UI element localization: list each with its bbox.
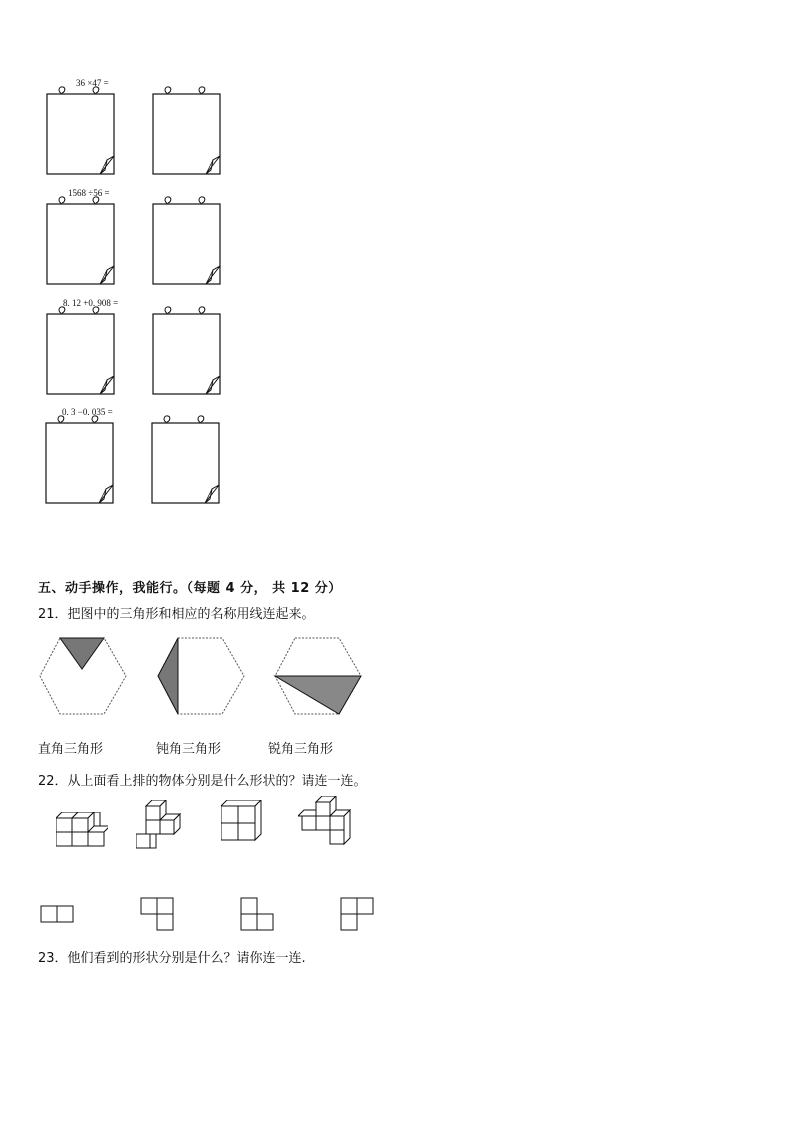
calc-pad-1a xyxy=(45,86,117,178)
cube-figure-4 xyxy=(298,796,358,850)
cube-figure-2 xyxy=(136,800,188,854)
top-view-shape-4 xyxy=(340,897,378,939)
calc-pad-3a xyxy=(45,306,117,398)
calc-pad-3b xyxy=(151,306,223,398)
calc-pad-2a xyxy=(45,196,117,288)
hexagon-right-triangle-figure xyxy=(38,636,128,720)
cube-figure-3 xyxy=(221,800,269,852)
cube-figure-1 xyxy=(56,812,108,852)
label-acute-triangle: 锐角三角形 xyxy=(268,742,334,757)
top-view-shape-2 xyxy=(140,897,176,939)
hexagon-acute-triangle-figure xyxy=(273,636,363,720)
question-23: 23．他们看到的形状分别是什么？请你连一连. xyxy=(38,951,306,966)
label-obtuse-triangle: 钝角三角形 xyxy=(156,742,222,757)
calc-pad-4a xyxy=(44,415,116,507)
calc-pad-1b xyxy=(151,86,223,178)
question-22: 22．从上面看上排的物体分别是什么形状的？请连一连。 xyxy=(38,774,367,789)
hexagon-obtuse-triangle-figure xyxy=(156,636,246,720)
section-5-title: 五、动手操作，我能行。（每题 4 分， 共 12 分） xyxy=(38,581,342,596)
calc-expr-4: 0. 3 −0. 035 = xyxy=(62,407,113,417)
calc-expr-3: 8. 12 +0. 908 = xyxy=(63,298,119,308)
calc-pad-4b xyxy=(150,415,222,507)
calc-pad-2b xyxy=(151,196,223,288)
label-right-triangle: 直角三角形 xyxy=(38,742,104,757)
top-view-shape-3 xyxy=(240,897,278,939)
top-view-shape-1 xyxy=(40,905,76,929)
calc-expr-1: 36 ×47 = xyxy=(76,78,109,88)
calc-expr-2: 1568 ÷56 = xyxy=(68,188,110,198)
question-21: 21．把图中的三角形和相应的名称用线连起来。 xyxy=(38,607,315,622)
